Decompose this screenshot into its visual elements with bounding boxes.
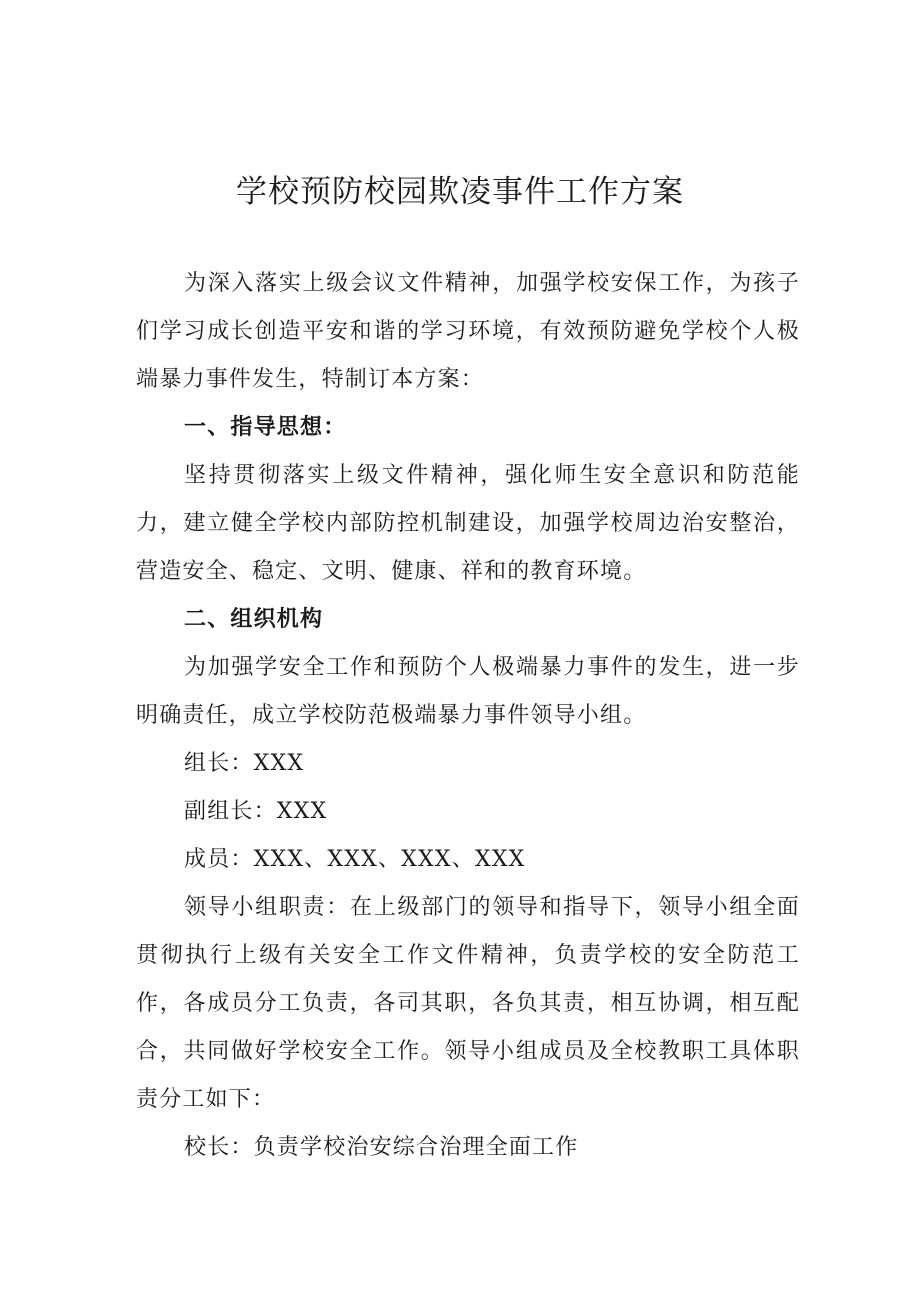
document-body	[136, 260, 800, 1172]
organization-paragraph: 为加强学安全工作和预防个人极端暴力事件的发生，进一步明确责任，成立学校防范极端暴力事件领导小组。	[136, 655, 800, 728]
guiding-ideology-paragraph: 坚持贯彻落实上级文件精神，强化师生安全意识和防范能力，建立健全学校内部防控机制建设，加强学校周边治安整治，营造安全、稳定、文明、健康、祥和的教育环境。	[136, 463, 800, 584]
section-heading-organization: 二、组织机构	[184, 607, 324, 632]
document-title: 学校预防校园欺凌事件工作方案	[236, 174, 684, 210]
leader-line: 组长：XXX	[184, 751, 305, 776]
section-heading-guiding-ideology: 一、指导思想：	[184, 415, 347, 440]
duties-paragraph: 领导小组职责：在上级部门的领导和指导下，领导小组全面贯彻执行上级有关安全工作文件精神，负责学校的安全防范工作，各成员分工负责，各司其职，各负其责，相互协调，相互配合，共同做好学校安全工作。领导小组成员及全校教职工具体职责分工如下：	[136, 895, 800, 1112]
intro-paragraph: 为深入落实上级会议文件精神，加强学校安保工作，为孩子们学习成长创造平安和谐的学习环境，有效预防避免学校个人极端暴力事件发生，特制订本方案：	[136, 271, 800, 392]
members-line: 成员：XXX、XXX、XXX、XXX	[184, 847, 526, 872]
principal-duty-line: 校长：负责学校治安综合治理全面工作	[184, 1135, 579, 1160]
deputy-leader-line: 副组长：XXX	[184, 799, 328, 824]
